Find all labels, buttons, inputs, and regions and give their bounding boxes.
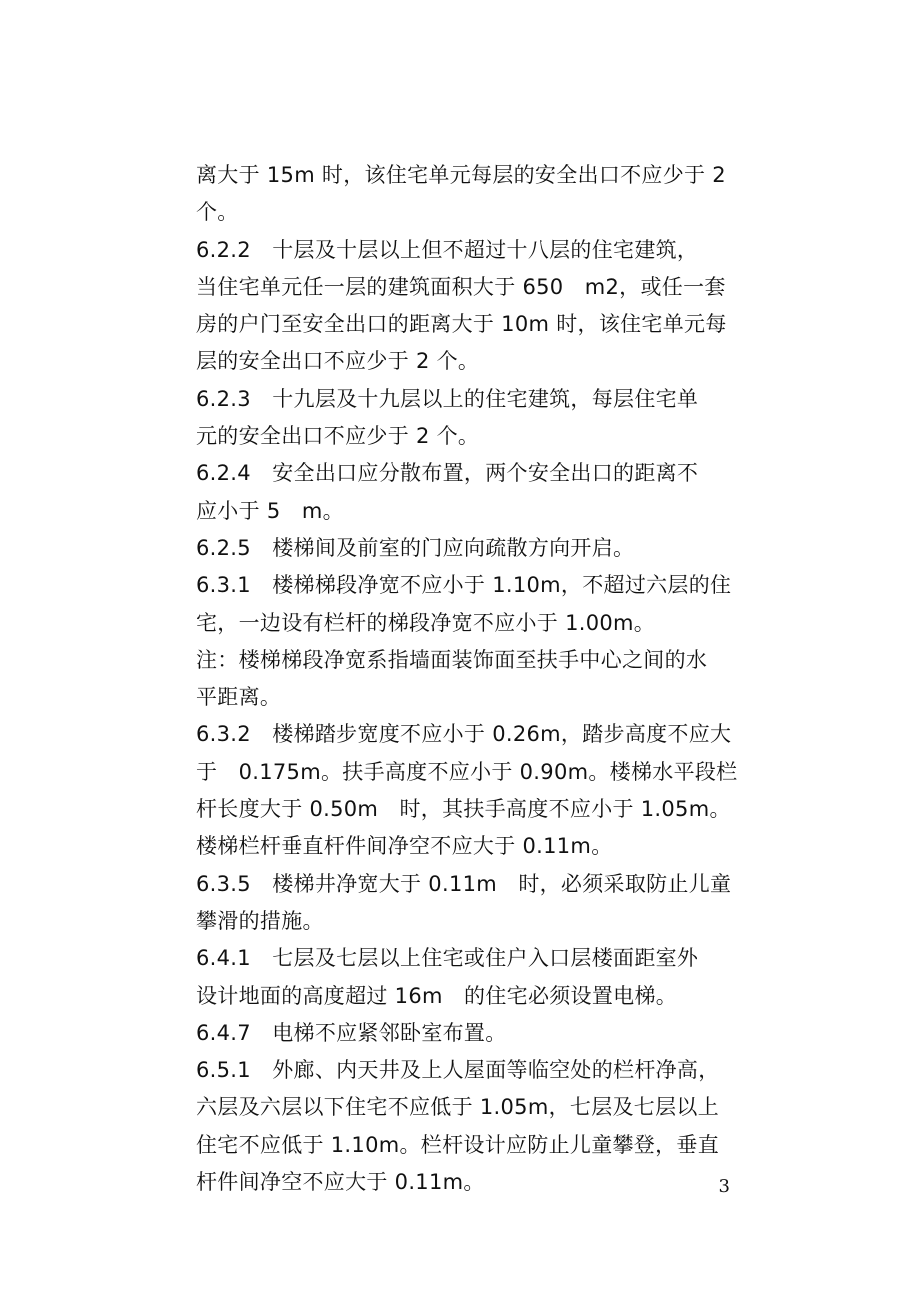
body-text-line: 个。 — [196, 200, 239, 225]
body-text-line: 六层及六层以下住宅不应低于 1.05m，七层及七层以上 — [196, 1095, 719, 1120]
body-text-line: 于 0.175m。扶手高度不应小于 0.90m。楼梯水平段栏 — [196, 759, 738, 784]
body-text-line: 设计地面的高度超过 16m 的住宅必须设置电梯。 — [196, 983, 678, 1008]
body-text-line: 当住宅单元任一层的建筑面积大于 650 m2，或任一套 — [196, 274, 726, 299]
body-text-line: 6.4.7 电梯不应紧邻卧室布置。 — [196, 1020, 507, 1045]
body-text-line: 6.3.5 楼梯井净宽大于 0.11m 时，必须采取防止儿童 — [196, 871, 732, 896]
body-text-line: 6.2.2 十层及十层以上但不超过十八层的住宅建筑， — [196, 237, 699, 262]
page-number: 3 — [718, 1176, 730, 1197]
body-text-line: 楼梯栏杆垂直杆件间净空不应大于 0.11m。 — [196, 834, 613, 859]
body-text-line: 元的安全出口不应少于 2 个。 — [196, 424, 480, 449]
page-body — [196, 157, 736, 1201]
body-text-line: 杆长度大于 0.50m 时，其扶手高度不应小于 1.05m。 — [196, 797, 731, 822]
body-text-line: 6.2.3 十九层及十九层以上的住宅建筑，每层住宅单 — [196, 386, 699, 411]
body-text-line: 杆件间净空不应大于 0.11m。 — [196, 1170, 485, 1195]
body-text-line: 离大于 15m 时，该住宅单元每层的安全出口不应少于 2 — [196, 163, 726, 187]
body-text-line: 6.2.5 楼梯间及前室的门应向疏散方向开启。 — [196, 535, 635, 560]
body-text-line: 应小于 5 m。 — [196, 498, 344, 523]
body-text-line: 住宅不应低于 1.10m。栏杆设计应防止儿童攀登，垂直 — [196, 1132, 719, 1157]
body-text-line: 层的安全出口不应少于 2 个。 — [196, 349, 480, 374]
body-text-line: 6.2.4 安全出口应分散布置，两个安全出口的距离不 — [196, 461, 699, 486]
body-text-line: 攀滑的措施。 — [196, 908, 324, 933]
body-text-line: 6.3.1 楼梯梯段净宽不应小于 1.10m，不超过六层的住 — [196, 573, 732, 598]
body-text-line: 注：楼梯梯段净宽系指墙面装饰面至扶手中心之间的水 — [196, 647, 708, 672]
body-text-line: 房的户门至安全出口的距离大于 10m 时，该住宅单元每 — [196, 312, 727, 337]
body-text-line: 平距离。 — [196, 685, 282, 710]
body-text-line: 6.5.1 外廊、内天井及上人屋面等临空处的栏杆净高， — [196, 1058, 720, 1083]
body-text-line: 6.3.2 楼梯踏步宽度不应小于 0.26m，踏步高度不应大 — [196, 722, 732, 747]
body-text-line: 6.4.1 七层及七层以上住宅或住户入口层楼面距室外 — [196, 946, 699, 971]
body-text-line: 宅，一边设有栏杆的梯段净宽不应小于 1.00m。 — [196, 610, 656, 635]
